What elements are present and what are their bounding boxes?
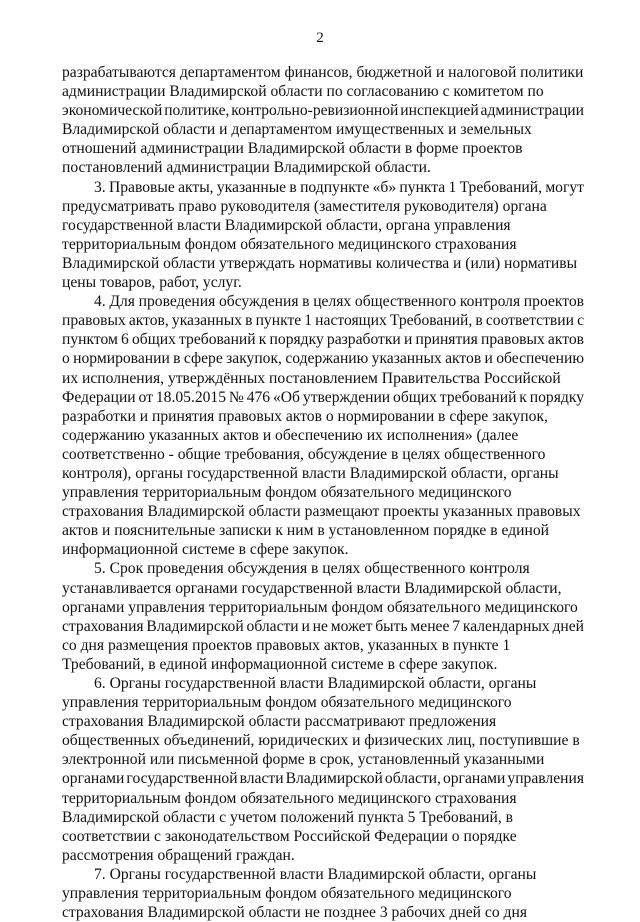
text-line: их исполнения, утверждённых постановлением Правительства Российской (62, 369, 561, 387)
text-line: страхования Владимирской области не позднее 3 рабочих дней со дня (62, 904, 527, 922)
text-line: 6. Органы государственной власти Владимирской области, органы (94, 675, 537, 692)
text-line: органами управления территориальным фондом обязательного медицинского (62, 598, 578, 616)
text-line: рассмотрения обращений граждан. (62, 846, 295, 864)
text-line: 5. Срок проведения обсуждения в целях общественного контроля (94, 560, 530, 578)
text-line: соответствии с законодательством Российской Федерации о порядке (62, 827, 517, 845)
text-line: цены товаров, работ, услуг. (62, 274, 242, 292)
text-line: о нормировании в сфере закупок, содержанию указанных актов и обеспечению (62, 350, 584, 368)
text-line: постановлений администрации Владимирской области. (62, 159, 431, 177)
text-line: устанавливается органами государственной власти Владимирской области, (62, 579, 562, 597)
text-line: со дня размещения проектов правовых актов, указанных в пункте 1 (62, 636, 511, 654)
text-line: содержанию указанных актов и обеспечению их исполнения» (далее (62, 426, 519, 444)
text-line: управления территориальным фондом обязательного медицинского (62, 484, 512, 502)
text-line: контроля), органы государственной власти Владимирской области, органы (62, 464, 559, 482)
paragraph-item-3 (62, 178, 584, 293)
paragraph-continuation (62, 63, 584, 178)
paragraph-item-5 (62, 559, 584, 674)
text-line: территориальным фондом обязательного медицинского страхования (62, 789, 517, 807)
text-line: электронной или письменной форме в срок, установленный указанными (62, 751, 545, 769)
text-line: администрации Владимирской области по согласованию с комитетом по (62, 83, 544, 101)
text-line: общественных объединений, юридических и физических лиц, поступившие в (62, 732, 580, 750)
text-line: разрабатываются департаментом финансов, бюджетной и налоговой политики (62, 64, 584, 81)
text-line: Владимирской области и департаментом имущественных и земельных (62, 121, 532, 139)
paragraph-item-6 (62, 674, 584, 865)
text-line: управления территориальным фондом обязательного медицинского (62, 694, 512, 712)
text-line: экономической политике, контрольно-ревизионной инспекцией администрации (62, 102, 584, 120)
text-line: пунктом 6 общих требований к порядку разработки и принятия правовых актов (62, 331, 584, 349)
text-line: Владимирской области утверждать нормативы количества и (или) нормативы (62, 254, 578, 272)
text-line: информационной системе в сфере закупок. (62, 541, 349, 559)
text-line: управления территориальным фондом обязательного медицинского (62, 885, 512, 903)
document-body (62, 63, 584, 922)
text-line: разработки и принятия правовых актов о нормировании в сфере закупок, (62, 407, 548, 425)
text-line: Требований, в единой информационной системе в сфере закупок. (62, 655, 498, 673)
text-line: страхования Владимирской области размещают проекты указанных правовых (62, 503, 581, 521)
text-line: 3. Правовые акты, указанные в подпункте «б» пункта 1 Требований, могут (94, 178, 584, 196)
text-line: органами государственной власти Владимирской области, органами управления (62, 770, 584, 788)
text-line: отношений администрации Владимирской области в форме проектов (62, 140, 523, 158)
text-line: Владимирской области с учетом положений пункта 5 Требований, в (62, 808, 513, 826)
text-line: государственной власти Владимирской области, органа управления (62, 216, 511, 234)
text-line: страхования Владимирской области и не может быть менее 7 календарных дней (62, 617, 584, 635)
page-number: 2 (316, 30, 324, 46)
paragraph-item-4 (62, 292, 584, 559)
text-line: правовых актов, указанных в пункте 1 настоящих Требований, в соответствии с (62, 312, 584, 330)
text-line: актов и пояснительные записки к ним в установленном порядке в единой (62, 522, 549, 540)
text-line: соответственно - общие требования, обсуждение в целях общественного (62, 445, 546, 463)
text-line: Федерации от 18.05.2015 № 476 «Об утверждении общих требований к порядку (62, 388, 584, 406)
paragraph-item-7 (62, 865, 584, 922)
text-line: предусматривать право руководителя (заместителя руководителя) органа (62, 197, 547, 215)
text-line: 7. Органы государственной власти Владимирской области, органы (94, 865, 537, 883)
text-line: страхования Владимирской области рассматривают предложения (62, 713, 497, 731)
text-line: 4. Для проведения обсуждения в целях общественного контроля проектов (94, 293, 584, 311)
text-line: территориальным фондом обязательного медицинского страхования (62, 235, 517, 253)
